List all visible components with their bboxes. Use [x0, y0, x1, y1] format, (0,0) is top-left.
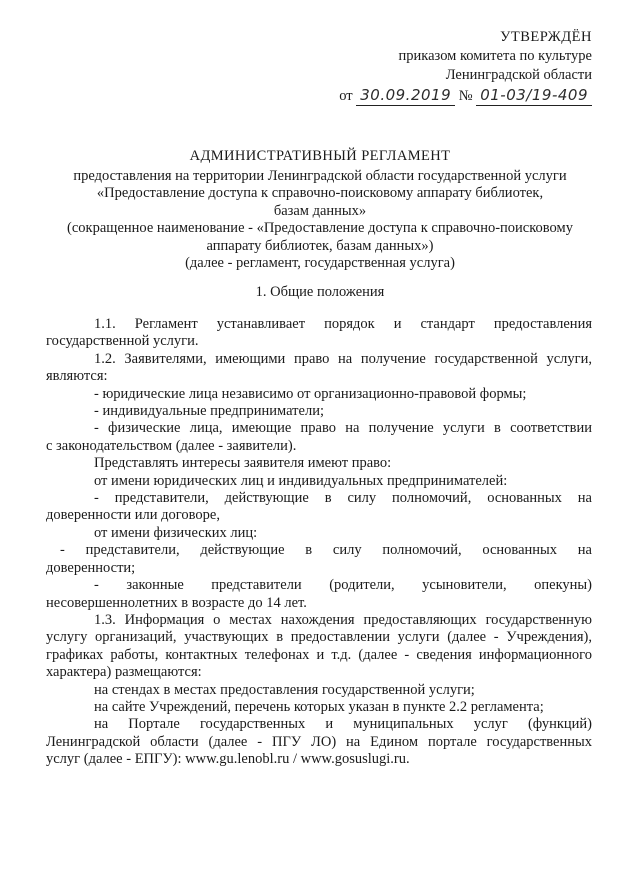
- list-item: - индивидуальные предприниматели;: [94, 403, 324, 420]
- title-line: «Предоставление доступа к справочно-поисковому аппарату библиотек,: [96, 185, 544, 201]
- list-item: на стендах в местах предоставления государственной услуги;: [94, 681, 475, 698]
- list-item: на сайте Учреждений, перечень которых указан в пункте 2.2 регламента;: [94, 698, 544, 715]
- handwritten-number: 01-03/19-409: [476, 86, 592, 106]
- paragraph-line: доверенности;: [46, 559, 136, 576]
- title-line: аппарату библиотек, базам данных»): [206, 237, 434, 254]
- paragraph-line: несовершеннолетних в возрасте до 14 лет.: [46, 594, 307, 611]
- paragraph-line: Ленинградской области (далее - ПГУ ЛО) на Едином портале государственных: [46, 733, 592, 750]
- list-item: - юридические лица независимо от организационно-правовой формы;: [94, 385, 527, 402]
- from-label: от: [339, 88, 353, 104]
- list-item: - представители, действующие в силу полномочий, основанных на: [94, 490, 592, 507]
- paragraph-line: характера) размещаются:: [46, 664, 202, 681]
- document-title-block: [40, 148, 600, 273]
- title-line: (далее - регламент, государственная услуга): [185, 255, 455, 271]
- paragraph-line: Представлять интересы заявителя имеют право:: [94, 455, 392, 472]
- paragraph-line: 1.3. Информация о местах нахождения предоставляющих государственную: [94, 611, 592, 628]
- list-item: - представители, действующие в силу полномочий, основанных на: [60, 542, 592, 559]
- paragraph-line: графиках работы, контактных телефонах и т.д. (далее - сведения информационного: [46, 646, 592, 663]
- title-line: (сокращенное наименование - «Предоставление доступа к справочно-поисковому: [67, 220, 573, 236]
- approved-region: Ленинградской области: [445, 67, 592, 83]
- handwritten-date: 30.09.2019: [356, 86, 455, 106]
- paragraph-line: с законодательством (далее - заявители).: [46, 437, 297, 454]
- paragraph-line: услуг (далее - ЕПГУ): www.gu.lenobl.ru / www.gosuslugi.ru.: [46, 751, 410, 768]
- approved-label: УТВЕРЖДЁН: [500, 29, 592, 45]
- list-item: на Портале государственных и муниципальных услуг (функций): [94, 716, 592, 733]
- approved-by-order: приказом комитета по культуре: [398, 48, 592, 64]
- paragraph-line: 1.1. Регламент устанавливает порядок и стандарт предоставления: [94, 316, 592, 332]
- list-item: - законные представители (родители, усыновители, опекуны): [94, 577, 592, 594]
- paragraph-line: являются:: [46, 368, 108, 385]
- list-item: - физические лица, имеющие право на получение услуги в соответствии: [94, 420, 592, 437]
- paragraph-line: государственной услуги.: [46, 333, 199, 350]
- paragraph-line: 1.2. Заявителями, имеющими право на получение государственной услуги,: [94, 350, 592, 367]
- paragraph-line: от имени физических лиц:: [94, 524, 258, 541]
- section-heading: 1. Общие положения: [255, 284, 385, 300]
- paragraph-line: от имени юридических лиц и индивидуальных предпринимателей:: [94, 472, 508, 489]
- title-line: предоставления на территории Ленинградской области государственной услуги: [73, 167, 567, 184]
- number-label: №: [458, 88, 473, 104]
- document-body: [46, 316, 592, 769]
- document-title: АДМИНИСТРАТИВНЫЙ РЕГЛАМЕНТ: [189, 148, 451, 164]
- approval-stamp: [339, 28, 592, 106]
- title-line: базам данных»: [273, 202, 367, 219]
- order-line: [339, 86, 592, 106]
- paragraph-line: доверенности или договоре,: [46, 507, 220, 524]
- paragraph-line: услугу организаций, участвующих в предоставлении услуги (далее - Учреждения),: [46, 629, 592, 646]
